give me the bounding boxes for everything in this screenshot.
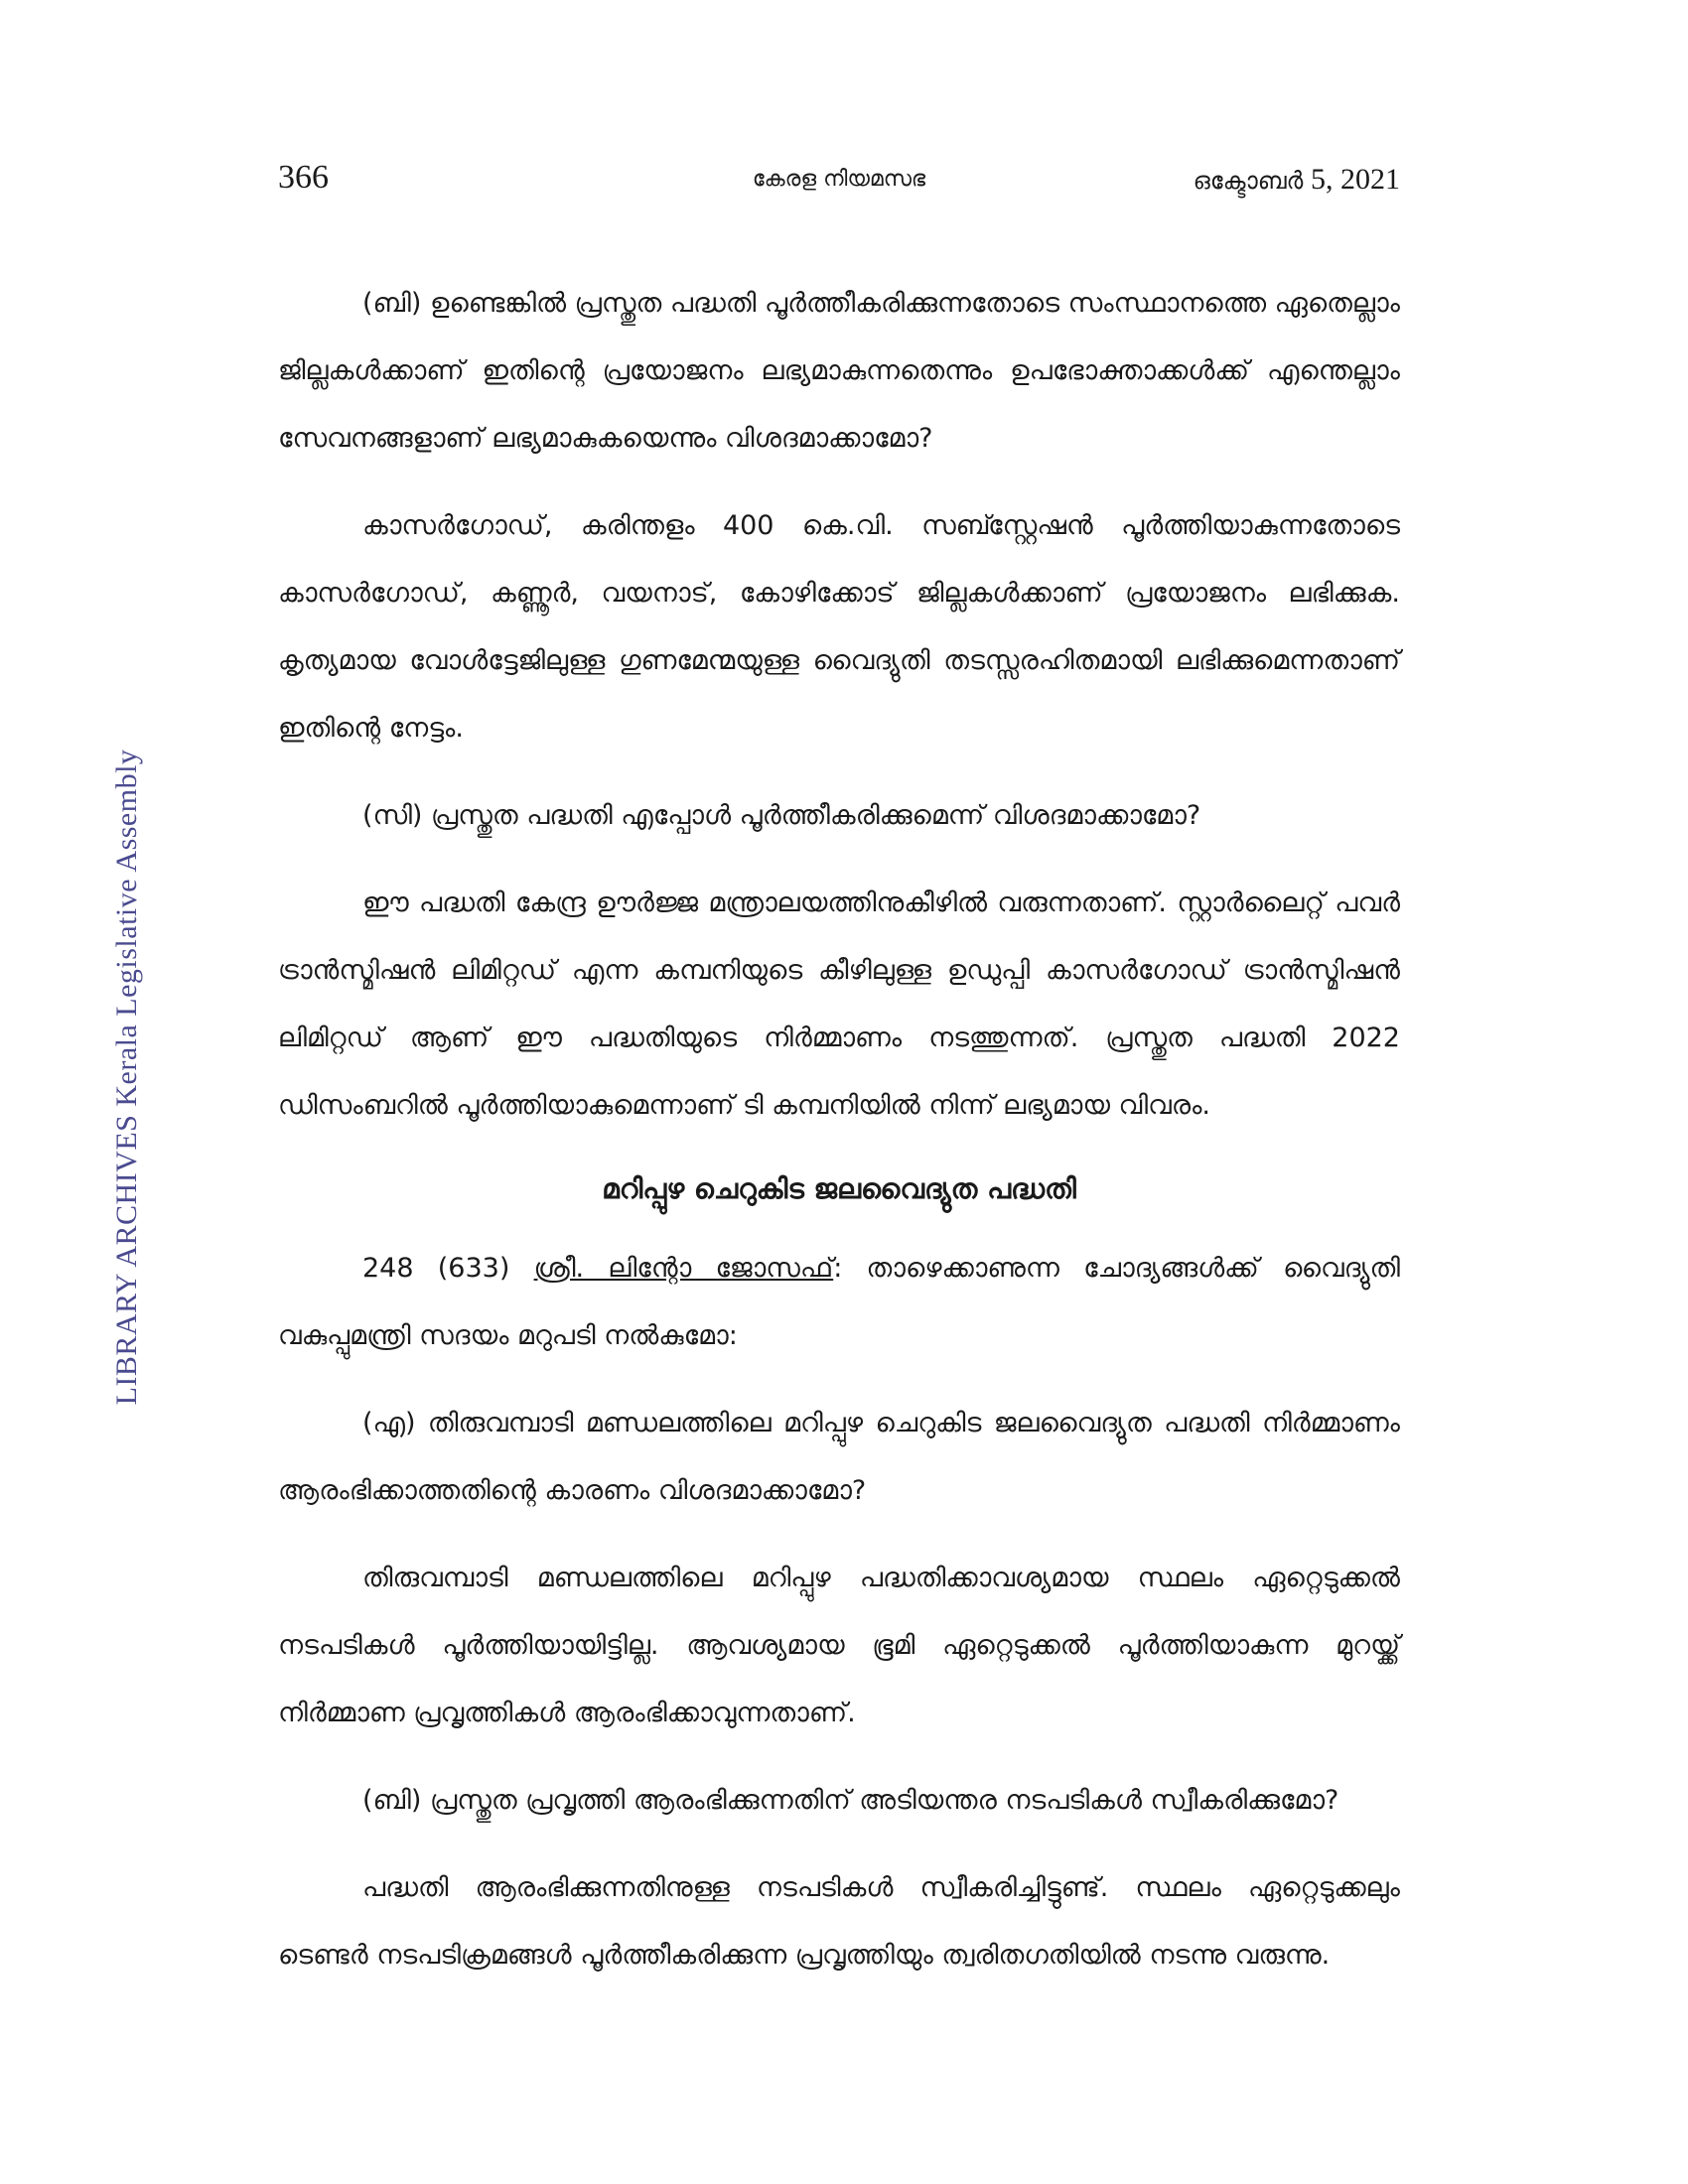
question-number: 248 (633)	[362, 1253, 534, 1284]
question-b: (ബി) ഉണ്ടെങ്കിൽ പ്രസ്തുത പദ്ധതി പൂർത്തീകരിക്കുന്നതോടെ സംസ്ഥാനത്തെ ഏതെല്ലാം ജില്ലകൾക്കാണ് ഇതിന്റെ പ്രയോജനം ലഭ്യമാകുന്നതെന്നും ഉപഭോക്താക്കൾക്ക് എന്തെല്ലാം സേവനങ്ങളാണ് ലഭ്യമാകുകയെന്നും വിശദമാക്കാമോ?	[278, 288, 1400, 454]
question-intro-text: : താഴെക്കാണുന്ന ചോദ്യങ്ങൾക്ക് വൈദ്യുതി വകുപ്പുമന്ത്രി സദയം മറുപടി നൽകുമോ:	[278, 1253, 1400, 1351]
question-a-2: (എ) തിരുവമ്പാടി മണ്ഡലത്തിലെ മറിപ്പുഴ ചെറുകിട ജലവൈദ്യുത പദ്ധതി നിർമ്മാണം ആരംഭിക്കാത്തതിന്റെ കാരണം വിശദമാക്കാമോ?	[278, 1408, 1400, 1506]
assembly-name: കേരള നിയമസഭ	[752, 167, 926, 192]
library-watermark: LIBRARY ARCHIVES Kerala Legislative Assembly	[110, 749, 143, 1406]
answer-c: ഈ പദ്ധതി കേന്ദ്ര ഊർജ്ജ മന്ത്രാലയത്തിനുകീഴിൽ വരുന്നതാണ്. സ്റ്റാർലൈറ്റ് പവർ ട്രാൻസ്മിഷൻ ലിമിറ്റഡ് എന്ന കമ്പനിയുടെ കീഴിലുള്ള ഉഡുപ്പി കാസർഗോഡ് ട്രാൻസ്മിഷൻ ലിമിറ്റഡ് ആണ് ഈ പദ്ധതിയുടെ നിർമ്മാണം നടത്തുന്നത്. പ്രസ്തുത പദ്ധതി 2022 ഡിസംബറിൽ പൂർത്തിയാകുമെന്നാണ് ടി കമ്പനിയിൽ നിന്ന് ലഭ്യമായ വിവരം.	[278, 887, 1400, 1121]
date-month: ഒക്ടോബർ	[1193, 167, 1311, 195]
answer-b: കാസർഗോഡ്, കരിന്തളം 400 കെ.വി. സബ്സ്റ്റേഷൻ പൂർത്തിയാകുന്നതോടെ കാസർഗോഡ്, കണ്ണൂർ, വയനാട്, കോഴിക്കോട് ജില്ലകൾക്കാണ് പ്രയോജനം ലഭിക്കുക. കൃത്യമായ വോൾട്ടേജിലുള്ള ഗുണമേന്മയുള്ള വൈദ്യുതി തടസ്സരഹിതമായി ലഭിക്കുമെന്നതാണ് ഇതിന്റെ നേട്ടം.	[278, 510, 1400, 744]
question-b-2: (ബി) പ്രസ്തുത പ്രവൃത്തി ആരംഭിക്കുന്നതിന് അടിയന്തര നടപടികൾ സ്വീകരിക്കുമോ?	[362, 1785, 1339, 1816]
date-day-year: 5, 2021	[1311, 163, 1400, 196]
answer-b-2: പദ്ധതി ആരംഭിക്കുന്നതിനുള്ള നടപടികൾ സ്വീകരിച്ചിട്ടുണ്ട്. സ്ഥലം ഏറ്റെടുക്കലും ടെണ്ടർ നടപടിക്രമങ്ങൾ പൂർത്തീകരിക്കുന്ന പ്രവൃത്തിയും ത്വരിതഗതിയിൽ നടന്നു വരുന്നു.	[278, 1872, 1400, 1971]
session-date	[1194, 163, 1400, 197]
section-title: മറിപ്പുഴ ചെറുകിട ജലവൈദ്യുത പദ്ധതി	[602, 1172, 1076, 1205]
answer-a-2: തിരുവമ്പാടി മണ്ഡലത്തിലെ മറിപ്പുഴ പദ്ധതിക്കാവശ്യമായ സ്ഥലം ഏറ്റെടുക്കൽ നടപടികൾ പൂർത്തിയായിട്ടില്ല. ആവശ്യമായ ഭൂമി ഏറ്റെടുക്കൽ പൂർത്തിയാകുന്ന മുറയ്ക്ക് നിർമ്മാണ പ്രവൃത്തികൾ ആരംഭിക്കാവുന്നതാണ്.	[278, 1563, 1400, 1728]
member-name: ശ്രീ. ലിന്റോ ജോസഫ്	[533, 1253, 834, 1284]
page-header	[278, 159, 1400, 208]
page-number: 366	[278, 159, 329, 196]
question-c: (സി) പ്രസ്തുത പദ്ധതി എപ്പോൾ പൂർത്തീകരിക്കുമെന്ന് വിശദമാക്കാമോ?	[362, 800, 1201, 831]
document-body	[278, 270, 1400, 2009]
question-intro	[278, 1235, 1400, 1370]
